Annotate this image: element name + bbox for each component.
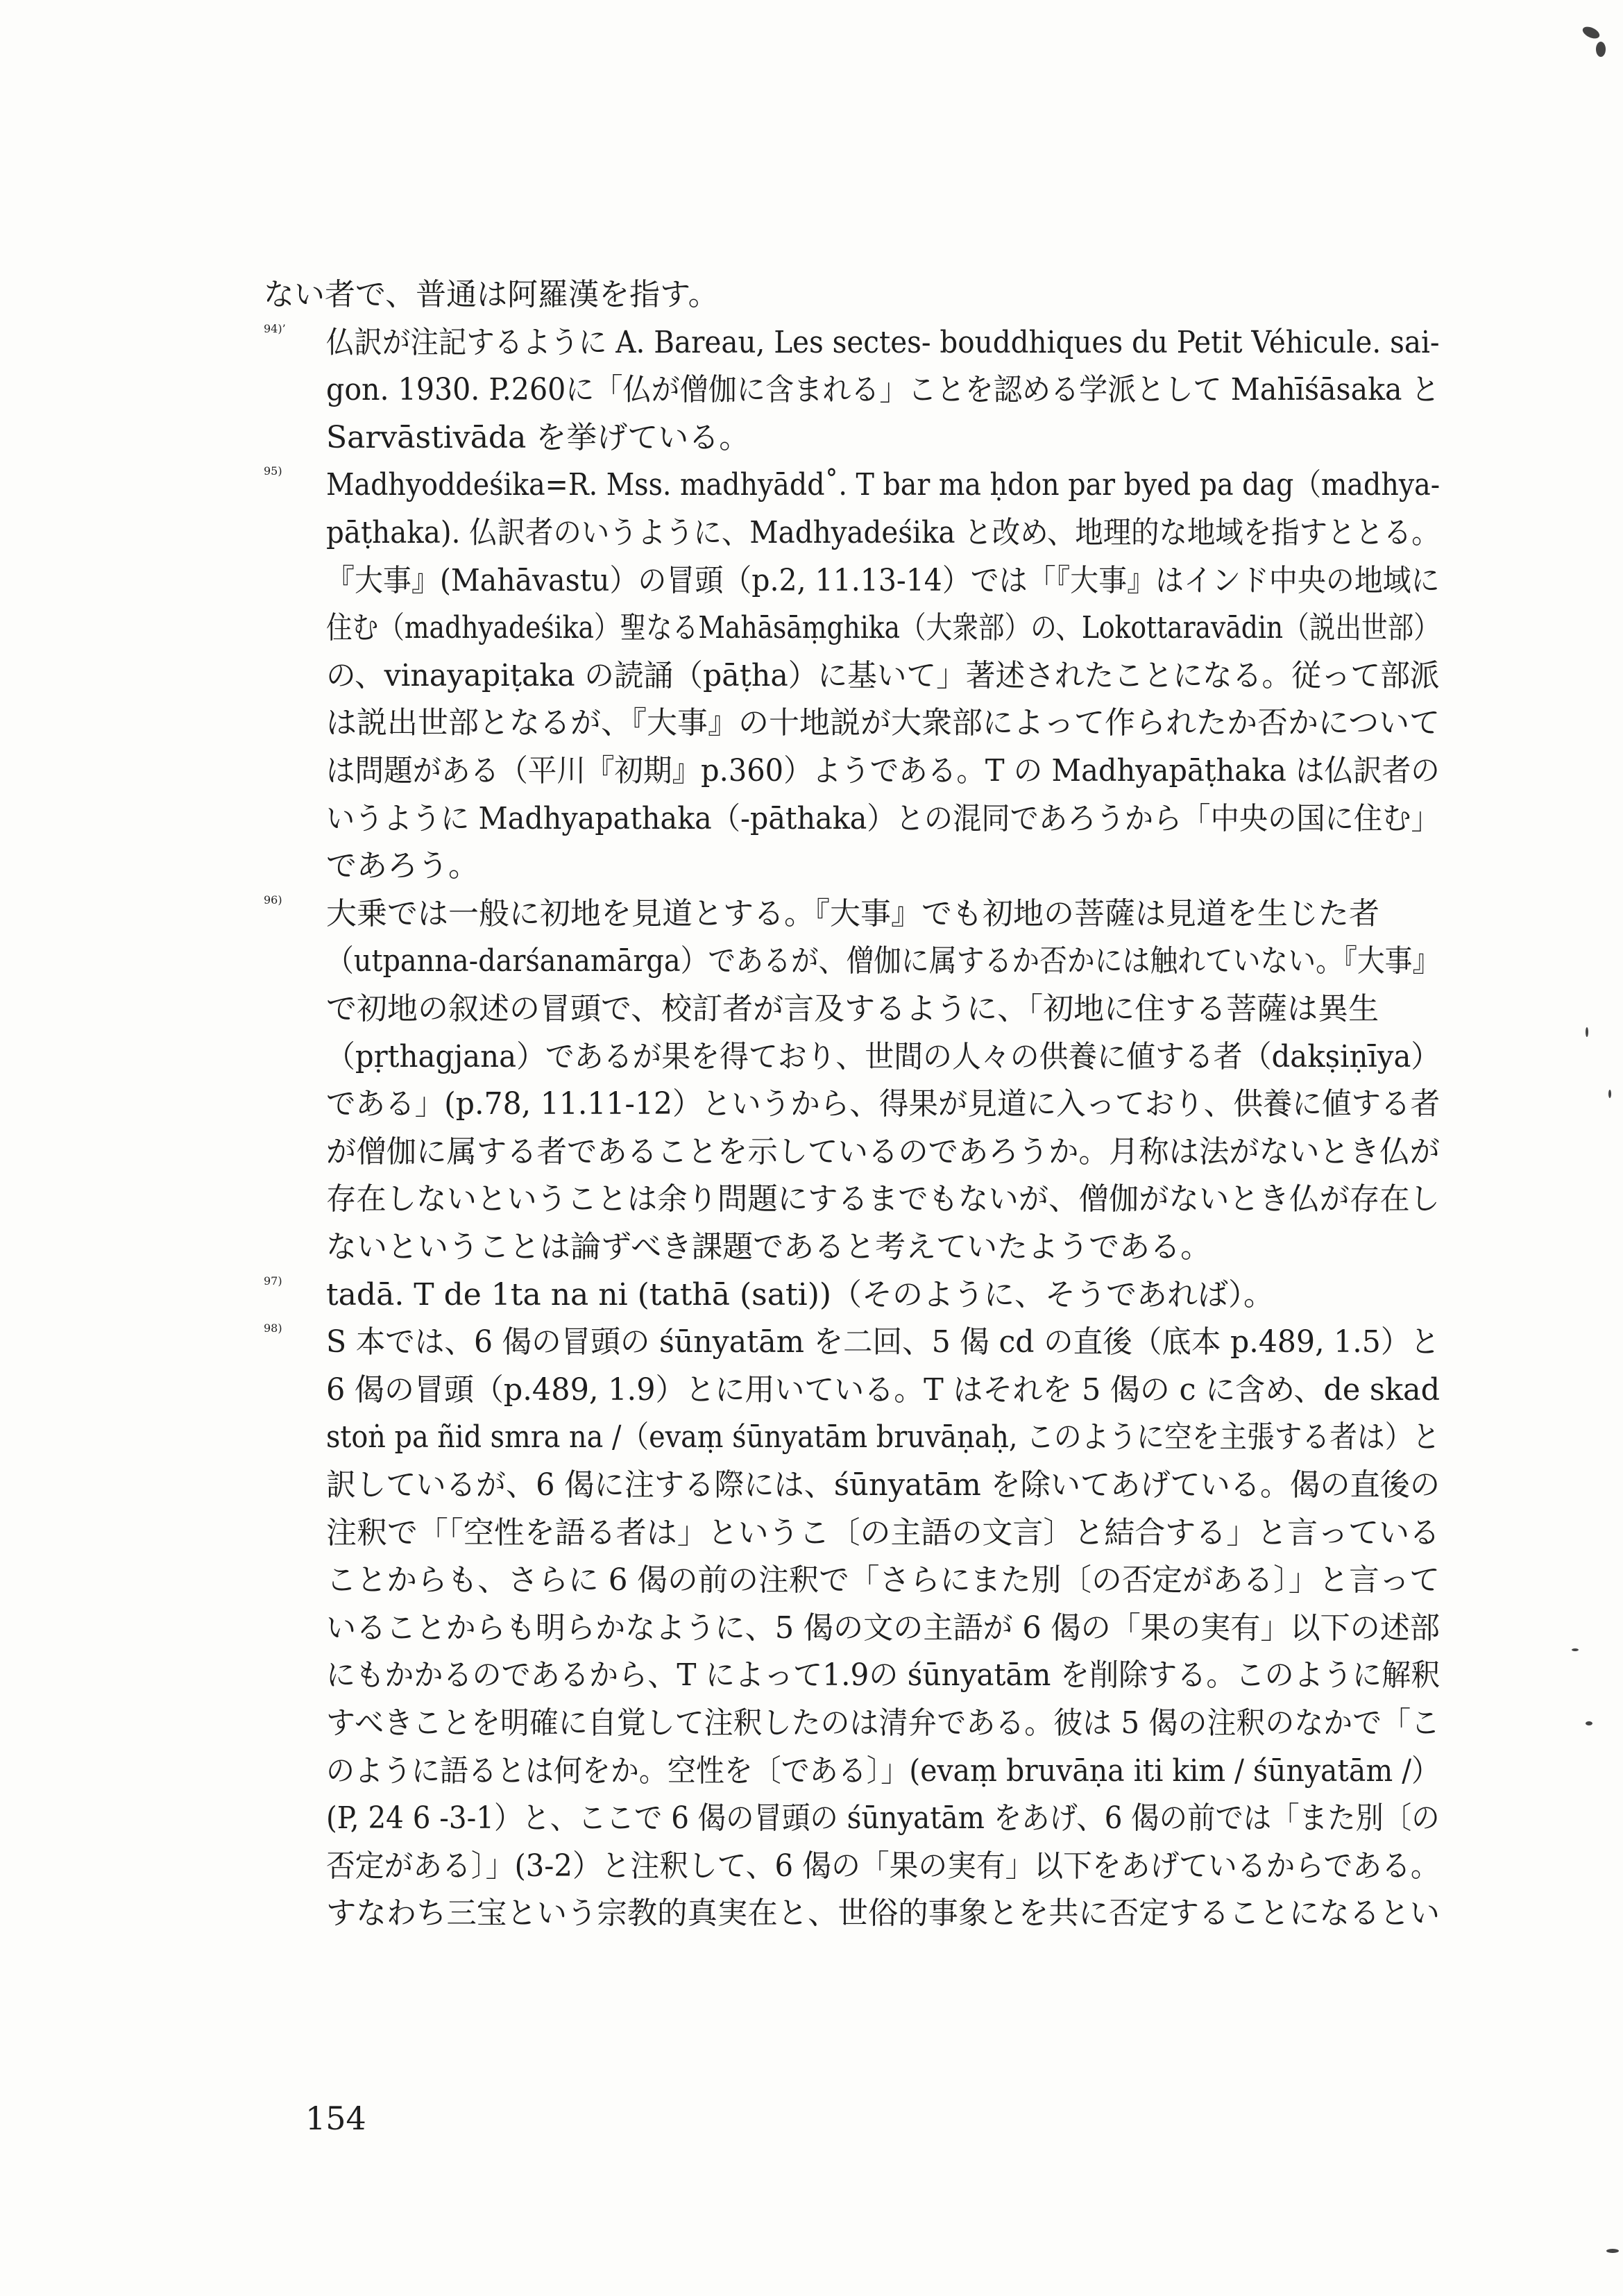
footnote-line: 『大事』(Mahāvastu）の冒頭（p.2, 11.13-14）では「『大事』はインド中央の地域に (326, 562, 1440, 598)
footnote-line: の、vinayapiṭaka の読誦（pāṭha）に基いて」著述されたことになる。従って部派 (326, 657, 1440, 693)
footnote-line: ことからも、さらに 6 偈の前の注釈で「さらにまた別〔の否定がある〕」と言って (326, 1562, 1441, 1598)
footnote-line: 否定がある〕」(3-2）と注釈して、6 偈の「果の実有」以下をあげているからである。 (326, 1848, 1440, 1884)
footnote-line: であろう。 (326, 848, 479, 884)
scan-speck (1581, 24, 1601, 41)
footnote-line: のように語るとは何をか。空性を〔である〕」(evaṃ bruvāṇa iti kim / śūnyatām /） (326, 1753, 1441, 1789)
footnote-line: (P, 24 6 -3-1）と、ここで 6 偈の冒頭の śūnyatām をあげ、6 偈の前では「また別〔の (326, 1800, 1440, 1837)
footnote-line: いうように Madhyapathaka（-pāthaka）との混同であろうから「中央の国に住む」 (326, 800, 1440, 836)
footnote-line: S 本では、6 偈の冒頭の śūnyatām を二回、5 偈 cd の直後（底本 p.489, 1.5）と (326, 1324, 1440, 1360)
scan-speck (1596, 42, 1606, 57)
footnote-line: Sarvāstivāda を挙げている。 (326, 419, 750, 455)
scan-speck (1572, 1648, 1579, 1651)
footnote-line: は問題がある（平川『初期』p.360）ようである。T の Madhyapāṭhaka は仏訳者の (326, 753, 1440, 788)
scan-speck (1586, 1027, 1588, 1037)
footnote-number: 94)’ (264, 321, 286, 335)
page-number: 154 (305, 2100, 366, 2137)
footnote-number: 97) (264, 1274, 282, 1288)
footnote-line: 注釈で「「空性を語る者は」というこ〔の主語の文言〕と結合する」と言っている (326, 1514, 1441, 1551)
footnote-line: 住む（madhyadeśika）聖なるMahāsāṃghika（大衆部）の、Lokottaravādin（説出世部） (326, 610, 1440, 646)
footnote-line: が僧伽に属する者であることを示しているのであろうか。月称は法がないとき仏が (326, 1133, 1441, 1170)
footnote-line: pāṭhaka). 仏訳者のいうように、Madhyadeśika と改め、地理的な地域を指すととる。 (326, 515, 1440, 550)
footnote-line: ないということは論ずべき課題であると考えていたようである。 (326, 1229, 1212, 1265)
footnote-line: は説出世部となるが、『大事』の十地説が大衆部によって作られたか否かについて (326, 705, 1441, 741)
footnote-line: （pṛthagjana）であるが果を得ており、世間の人々の供養に値する者（dakṣiṇīya） (326, 1038, 1441, 1074)
scan-speck (1586, 1721, 1592, 1725)
footnote-line: stoṅ pa ñid smra na /（evaṃ śūnyatām bruvāṇaḥ, このように空を主張する者は）と (326, 1419, 1441, 1455)
footnote-line: gon. 1930. P.260に「仏が僧伽に含まれる」ことを認める学派として Mahīśāsaka と (326, 372, 1440, 408)
footnote-line: 仏訳が注記するように A. Bareau, Les sectes- bouddhiques du Petit Véhicule. sai- (326, 324, 1440, 360)
footnote-line: ない者で、普通は阿羅漢を指す。 (264, 277, 719, 312)
footnote-line: である」(p.78, 11.11-12）というから、得果が見道に入っており、供養に値する者 (326, 1086, 1441, 1122)
footnote-number: 98) (264, 1322, 282, 1335)
footnote-line: Madhyoddeśika=R. Mss. madhyādd˚. T bar ma ḥdon par byed pa dag（madhya- (326, 467, 1441, 503)
footnote-line: で初地の叙述の冒頭で、校訂者が言及するように、「初地に住する菩薩は異生 (326, 991, 1379, 1027)
footnote-line: いることからも明らかなように、5 偈の文の主語が 6 偈の「果の実有」以下の述部 (326, 1610, 1441, 1646)
footnote-line: tadā. T de 1ta na ni (tathā (sati))（そのように、そうであれば）。 (326, 1276, 1275, 1312)
footnote-line: すべきことを明確に自覚して注釈したのは清弁である。彼は 5 偈の注釈のなかで「こ (326, 1705, 1441, 1741)
scan-speck (1608, 1090, 1611, 1098)
footnote-line: 訳しているが、6 偈に注する際には、śūnyatām を除いてあげている。偈の直後の (326, 1467, 1441, 1503)
footnote-number: 95) (264, 464, 282, 478)
footnote-line: （utpanna-darśanamārga）であるが、僧伽に属するか否かには触れていない。『大事』 (326, 943, 1441, 979)
footnote-line: 存在しないということは余り問題にするまでもないが、僧伽がないとき仏が存在し (326, 1181, 1441, 1217)
scan-speck (1606, 2249, 1619, 2253)
footnote-line: にもかかるのであるから、T によって1.9の śūnyatām を削除する。このように解釈 (326, 1657, 1441, 1694)
footnote-number: 96) (264, 893, 282, 906)
footnote-line: すなわち三宝という宗教的真実在と、世俗的事象とを共に否定することになるとい (326, 1896, 1441, 1932)
footnote-line: 大乗では一般に初地を見道とする。『大事』でも初地の菩薩は見道を生じた者 (326, 895, 1379, 931)
footnote-line: 6 偈の冒頭（p.489, 1.9）とに用いている。T はそれを 5 偈の c に含め、de skad (326, 1371, 1441, 1408)
